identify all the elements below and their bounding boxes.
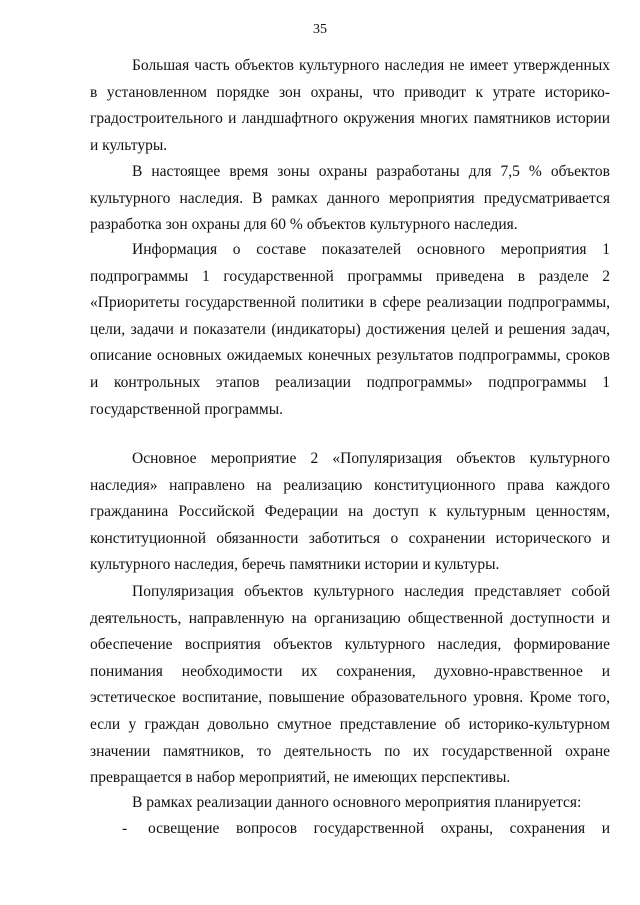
paragraph-protection-zones-percentage: В настоящее время зоны охраны разработаны для 7,5 % объектов культурного наследия. В рамках данного мероприятия предусматривается разработка зон охраны для 60 % объектов культурного наследия. <box>90 163 610 234</box>
paragraph-popularization-definition: Популяризация объектов культурного наследия представляет собой деятельность, направленную на организацию общественной доступности и обеспечение восприятия объектов культурного наследия, формирование понимания необходимости их сохранения, духовно-нравственное и эстетическое воспитание, повышение образовательного уровня. Кроме того, если у граждан довольно смутное представление об историко-культурном значении памятников, то деятельность по их государственной охране превращается в набор мероприятий, не имеющих перспективы. <box>90 583 610 787</box>
page-number: 35 <box>313 22 327 37</box>
paragraph-indicators-information: Информация о составе показателей основного мероприятия 1 подпрограммы 1 государственной программы приведена в разделе 2 «Приоритеты государственной политики в сфере реализации подпрограммы, цели, задачи и показатели (индикаторы) достижения целей и решения задач, описание основных ожидаемых конечных результатов подпрограммы, сроков и контрольных этапов реализации подпрограммы» подпрограммы 1 государственной программы. <box>90 241 610 418</box>
paragraph-planned-activities-intro: В рамках реализации данного основного мероприятия планируется: <box>132 794 582 811</box>
list-item-marker: - <box>122 820 128 837</box>
paragraph-main-activity-2: Основное мероприятие 2 «Популяризация объектов культурного наследия» направлено на реализацию конституционного права каждого гражданина Российской Федерации на доступ к культурным ценностям, конституционной обязанности заботиться о сохранении исторического и культурного наследия, беречь памятники истории и культуры. <box>90 450 610 574</box>
paragraph-heritage-protection-zones: Большая часть объектов культурного наследия не имеет утвержденных в установленном порядке зон охраны, что приводит к утрате историко-градостроительного и ландшафтного окружения многих памятников истории и культуры. <box>90 57 610 154</box>
list-item-text: освещение вопросов государственной охраны, сохранения и <box>148 820 610 837</box>
